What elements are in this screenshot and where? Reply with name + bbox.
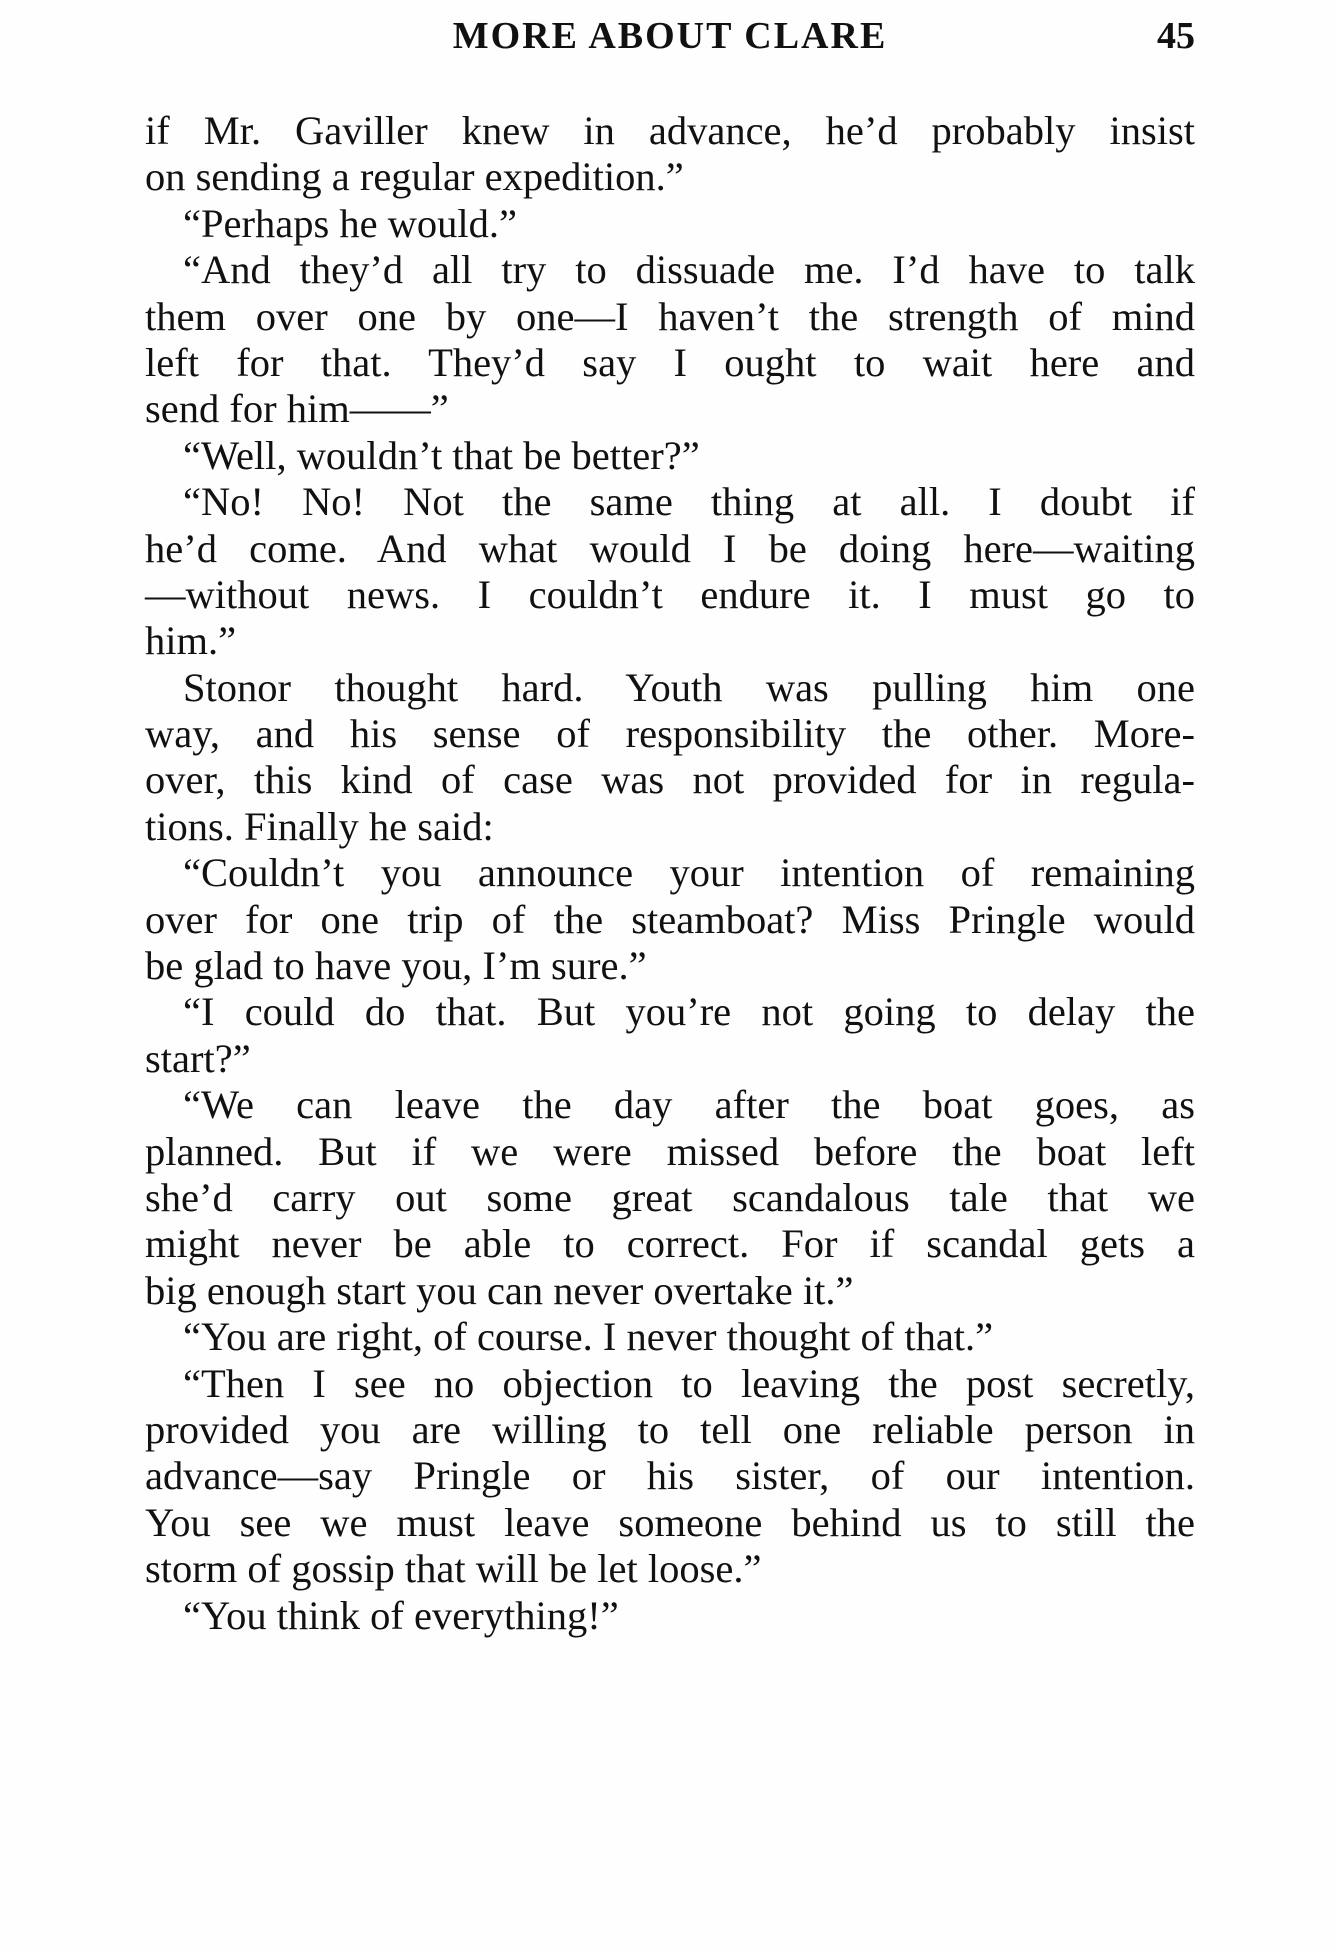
text-line: if Mr. Gaviller knew in advance, he’d probably insist (145, 108, 1195, 153)
text-line: way, and his sense of responsibility the other. More- (145, 711, 1195, 757)
text-line: over for one trip of the steamboat? Miss Pringle would (145, 896, 1195, 942)
text-line: big enough start you can never overtake it.” (145, 1267, 854, 1313)
text-line: advance—say Pringle or his sister, of our intention. (145, 1453, 1195, 1499)
text-line: over, this kind of case was not provided for in regula- (145, 757, 1195, 803)
text-line: You see we must leave someone behind us to still the (145, 1499, 1195, 1545)
text-line: he’d come. And what would I be doing here—waiting (145, 525, 1195, 571)
text-line: tions. Finally he said: (145, 803, 494, 849)
text-line: planned. But if we were missed before the boat left (145, 1128, 1195, 1174)
text-line: Stonor thought hard. Youth was pulling him one (183, 664, 1195, 710)
page-header (145, 14, 1195, 62)
text-line: “No! No! Not the same thing at all. I doubt if (183, 479, 1195, 525)
text-line: “Perhaps he would.” (183, 200, 518, 246)
text-line: “Well, wouldn’t that be better?” (183, 432, 700, 478)
page-number: 45 (1157, 15, 1195, 57)
text-line: on sending a regular expedition.” (145, 154, 684, 200)
text-line: be glad to have you, I’m sure.” (145, 943, 647, 989)
text-line: “You are right, of course. I never thought of that.” (183, 1314, 994, 1360)
text-line: “I could do that. But you’re not going to delay the (183, 989, 1195, 1035)
text-line: “Then I see no objection to leaving the post secretly, (183, 1360, 1195, 1406)
text-line: send for him——” (145, 386, 449, 432)
text-line: him.” (145, 618, 237, 664)
text-line: them over one by one—I haven’t the strength of mind (145, 293, 1195, 339)
text-line: might never be able to correct. For if scandal gets a (145, 1221, 1195, 1267)
text-line: start?” (145, 1035, 251, 1081)
text-line: left for that. They’d say I ought to wait here and (145, 339, 1195, 385)
body-text (145, 108, 1195, 1639)
text-line: “Couldn’t you announce your intention of remaining (183, 850, 1195, 896)
text-line: —without news. I couldn’t endure it. I must go to (145, 571, 1195, 617)
text-line: “We can leave the day after the boat goes, as (183, 1082, 1195, 1128)
running-title: MORE ABOUT CLARE (452, 15, 888, 57)
text-line: storm of gossip that will be let loose.” (145, 1546, 762, 1592)
text-line: “You think of everything!” (183, 1592, 619, 1638)
text-line: she’d carry out some great scandalous tale that we (145, 1174, 1195, 1220)
text-line: provided you are willing to tell one reliable person in (145, 1406, 1195, 1452)
text-line: “And they’d all try to dissuade me. I’d have to talk (183, 247, 1195, 293)
